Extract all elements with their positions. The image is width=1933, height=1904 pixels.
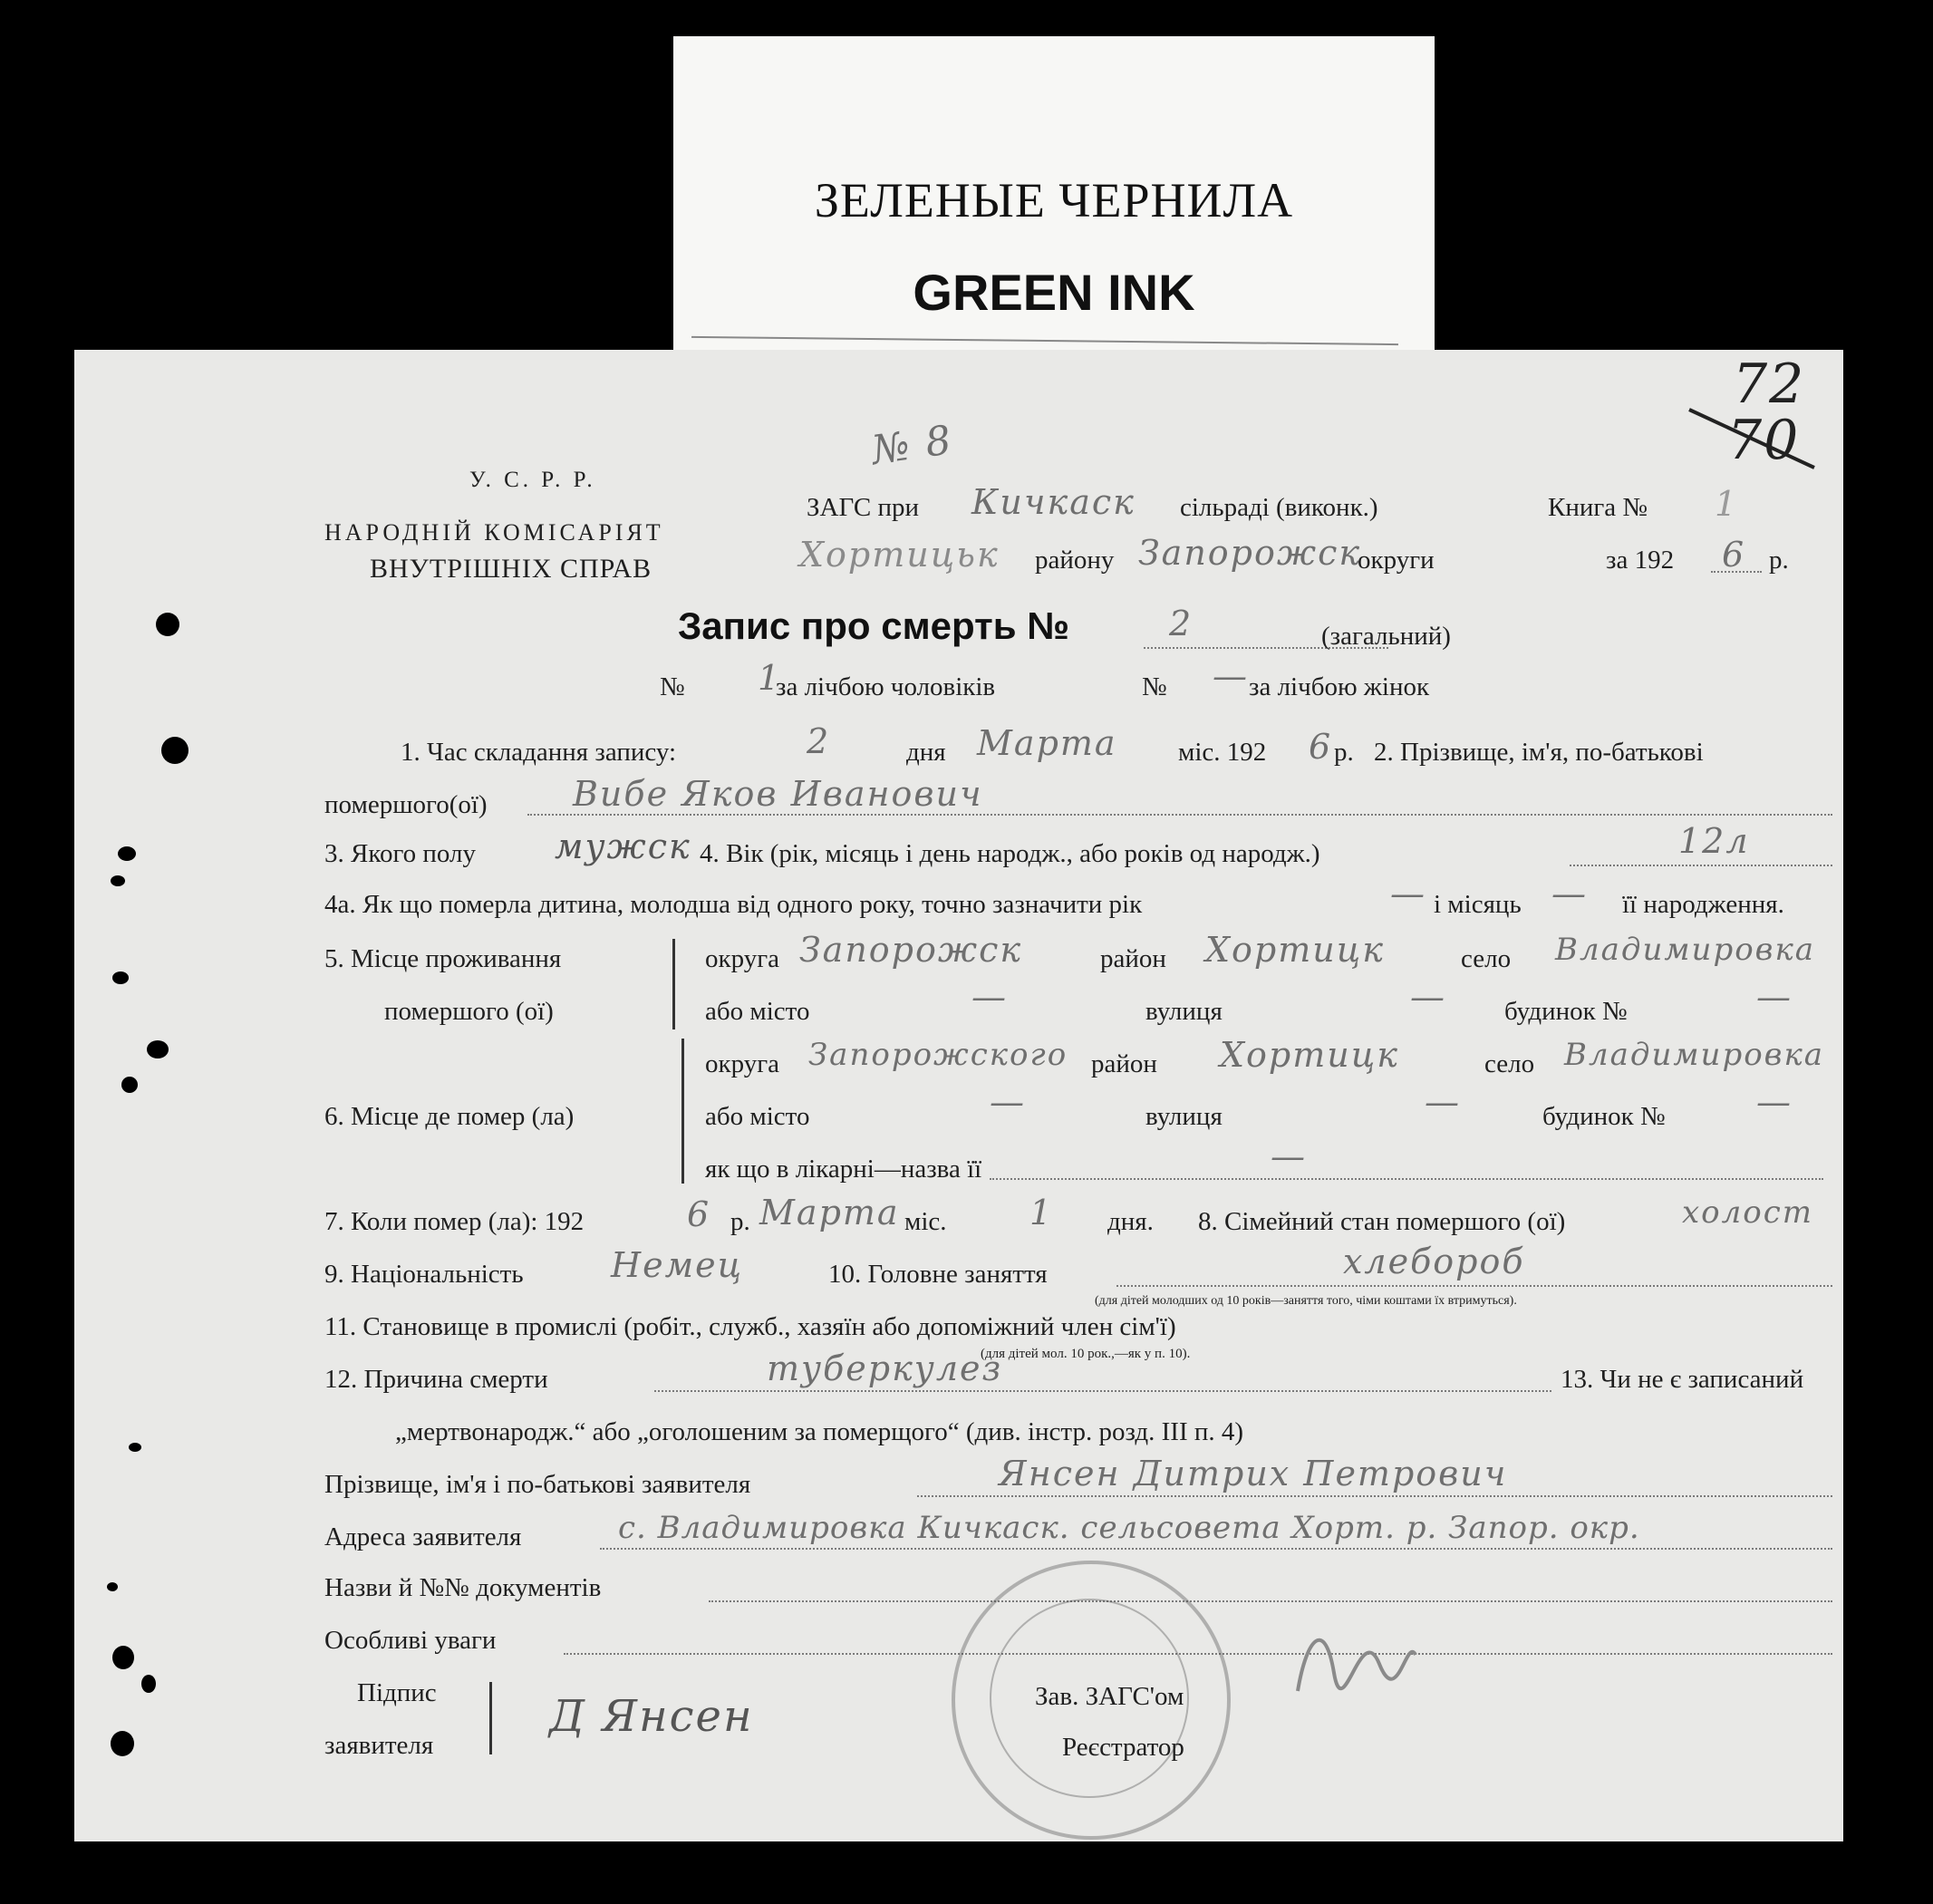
documents-dots [709,1599,1832,1602]
field-7-label: 7. Коли помер (ла): 192 [324,1207,585,1236]
field-4a-month-label: і місяць [1434,890,1522,919]
field-5-okrug-label: округа [705,944,779,973]
sign-label-1: Підпис [357,1678,437,1707]
punch-hole [141,1675,156,1693]
field-1-year-prefix: міс. 192 [1178,738,1267,767]
deceased-label: помершого(ої) [324,790,488,819]
field-4a-year: — [1390,874,1426,913]
zags-village-handwritten: Кичкаск [971,482,1136,522]
cover-label-english: GREEN INK [913,264,1195,321]
okrug-handwritten: Запорожск [1138,533,1362,573]
field-2-label: 2. Прізвище, ім'я, по-батькові [1374,738,1704,767]
field-5-rayon: Хортицк [1205,930,1385,970]
record-title: Запис про смерть № [678,604,1069,647]
record-number-handwritten: 2 [1169,604,1194,643]
book-label: Книга № [1548,493,1648,522]
field-7-day: 1 [1029,1193,1054,1232]
registrar-signature-mark [1280,1600,1425,1709]
field-5-house: — [1756,977,1793,1017]
documents-label: Назви й №№ документів [324,1573,602,1602]
punch-hole [147,1040,169,1058]
hospital-label: як що в лікарні—назва її [705,1155,982,1184]
deceased-name-dots [527,812,1832,816]
address-value: с. Владимировка Кичкаск. сельсовета Хорт. р. Запор. окр. [618,1510,1640,1546]
republic-abbrev: У. С. Р. Р. [469,468,596,492]
field-10-value: хлебороб [1343,1242,1525,1281]
year-dotted-line [1711,569,1762,573]
record-title-suffix: (загальний) [1321,622,1451,651]
field-6-okrug: Запорожского [808,1037,1068,1073]
field-12-value: туберкулез [767,1348,1003,1388]
field-5-okrug: Запорожск [799,930,1023,970]
sign-label-2: заявителя [324,1731,434,1760]
field-8-value: холост [1682,1194,1814,1231]
field-6-misto: — [990,1082,1026,1122]
hospital-value: — [1271,1136,1307,1176]
applicant-dots [917,1493,1832,1497]
registrar-label: Реєстратор [1062,1733,1184,1762]
field-6-brace [681,1039,684,1184]
hospital-dots [990,1176,1823,1180]
address-dots [600,1546,1832,1550]
year-prefix: за 192 [1606,546,1675,575]
cover-label [673,36,1435,353]
field-7-month: Марта [759,1193,900,1232]
field-9-value: Немец [611,1245,744,1285]
signature-brace [489,1682,492,1754]
field-5-label-2: помершого (ої) [384,997,554,1026]
field-6-selo-label: село [1484,1049,1535,1078]
field-7-year-suffix: р. [730,1207,750,1236]
field-5-selo-label: село [1461,944,1512,973]
field-5-street: — [1410,977,1446,1017]
field-13-label: 13. Чи не є записаний [1561,1365,1804,1394]
notes-label: Особливі уваги [324,1626,497,1655]
rayon-label: району [1035,546,1115,575]
field-4-value: 12л [1678,821,1750,861]
commissariat-line1: НАРОДНІЙ КОМІСАРІЯТ [324,519,664,546]
applicant-signature: Д Янсен [549,1691,754,1742]
field-6-selo: Владимировка [1564,1037,1825,1073]
field-4-dots [1570,863,1832,866]
field-8-label: 8. Сімейний стан помершого (ої) [1198,1207,1566,1236]
women-count-prefix: № [1142,672,1167,701]
field-5-misto-label: або місто [705,997,810,1026]
field-5-rayon-label: район [1100,944,1166,973]
women-count-label: за лічбою жінок [1249,672,1430,701]
field-7-year-digit: 6 [687,1194,711,1234]
punch-hole [107,1582,118,1591]
year-suffix: р. [1769,546,1789,575]
strike-through-mark [1687,404,1823,495]
field-5-brace [672,939,675,1029]
head-label: Зав. ЗАГС'ом [1035,1682,1184,1711]
field-10-label: 10. Головне заняття [828,1260,1048,1289]
field-1-year-suffix: р. [1334,738,1354,767]
field-5-label-1: 5. Місце проживання [324,944,562,973]
field-6-house-label: будинок № [1542,1102,1666,1131]
field-6-house: — [1756,1082,1793,1122]
field-6-label: 6. Місце де помер (ла) [324,1102,575,1131]
zags-suffix: сільраді (виконк.) [1180,493,1378,522]
field-5-house-label: будинок № [1504,997,1628,1026]
punch-hole [156,613,179,636]
punch-hole [129,1443,141,1452]
field-11-label: 11. Становище в промислі (робіт., служб., хазяїн або допоміжний член сім'ї) [324,1312,1176,1341]
field-5-selo: Владимировка [1555,932,1816,968]
field-4a-suffix: її народження. [1622,890,1784,919]
field-6-rayon: Хортицк [1220,1035,1399,1075]
field-12-label: 12. Причина смерти [324,1365,548,1394]
field-1-day: 2 [807,721,831,761]
field-4a-label: 4а. Як що померла дитина, молодша від одного року, точно зазначити рік [324,890,1143,919]
field-10-note: (для дітей молодших од 10 років—заняття того, чіми коштами їх втримуться). [1095,1294,1517,1308]
field-3-value: мужск [555,826,691,866]
field-4-label: 4. Вік (рік, місяць і день народж., або років од народж.) [700,839,1320,868]
field-6-street: — [1425,1082,1461,1122]
field-10-dots [1116,1283,1832,1287]
punch-hole [161,737,188,764]
field-12-dots [654,1388,1551,1392]
commissariat-line2: ВНУТРІШНІХ СПРАВ [370,554,652,584]
field-6-misto-label: або місто [705,1102,810,1131]
field-9-label: 9. Національність [324,1260,524,1289]
book-number-handwritten: 1 [1715,484,1739,524]
women-count-value: — [1213,656,1249,696]
field-5-misto: — [971,977,1008,1017]
year-digit-handwritten: 6 [1722,535,1746,575]
district-handwritten: Хортицьк [799,535,1000,575]
punch-hole [111,875,125,886]
field-3-label: 3. Якого полу [324,839,476,868]
applicant-label: Прізвище, ім'я і по-батькові заявителя [324,1470,751,1499]
deceased-name: Вибе Яков Иванович [573,774,983,814]
applicant-name: Янсен Дитрих Петрович [999,1454,1508,1493]
field-6-rayon-label: район [1091,1049,1157,1078]
address-label: Адреса заявителя [324,1522,522,1551]
punch-hole [118,846,136,861]
field-1-year-digit: 6 [1309,727,1333,767]
field-11-note: (для дітей мол. 10 рок.,—як у п. 10). [981,1347,1191,1361]
field-7-day-label: дня. [1107,1207,1154,1236]
sheet-number: 72 [1733,353,1806,416]
field-6-street-label: вулиця [1145,1102,1223,1131]
okrug-label: округи [1358,546,1435,575]
punch-hole [111,1731,134,1756]
punch-hole [112,971,129,984]
field-4a-month: — [1551,874,1588,913]
field-5-street-label: вулиця [1145,997,1223,1026]
men-count-prefix: № [660,672,685,701]
field-7-month-label: міс. [904,1207,947,1236]
punch-hole [121,1077,138,1093]
field-1-month: Марта [977,723,1117,763]
punch-hole [112,1646,134,1669]
sheet-number-struck: 70 [1727,409,1801,472]
cover-label-russian: ЗЕЛЕНЫЕ ЧЕРНИЛА [814,173,1294,227]
men-count-label: за лічбою чоловіків [776,672,996,701]
field-6-okrug-label: округа [705,1049,779,1078]
field-1-label: 1. Час складання запису: [401,738,677,767]
field-13-line2: „мертвонародж.“ або „оголошеним за померщого“ (див. інстр. розд. III п. 4) [395,1417,1244,1446]
men-count-value: 1 [758,658,782,698]
death-record-sheet [74,350,1843,1841]
field-1-day-label: дня [906,738,946,767]
handwritten-record-number: № 8 [868,417,956,474]
label-fold-line [691,336,1398,345]
zags-prefix: ЗАГС при [807,493,919,522]
